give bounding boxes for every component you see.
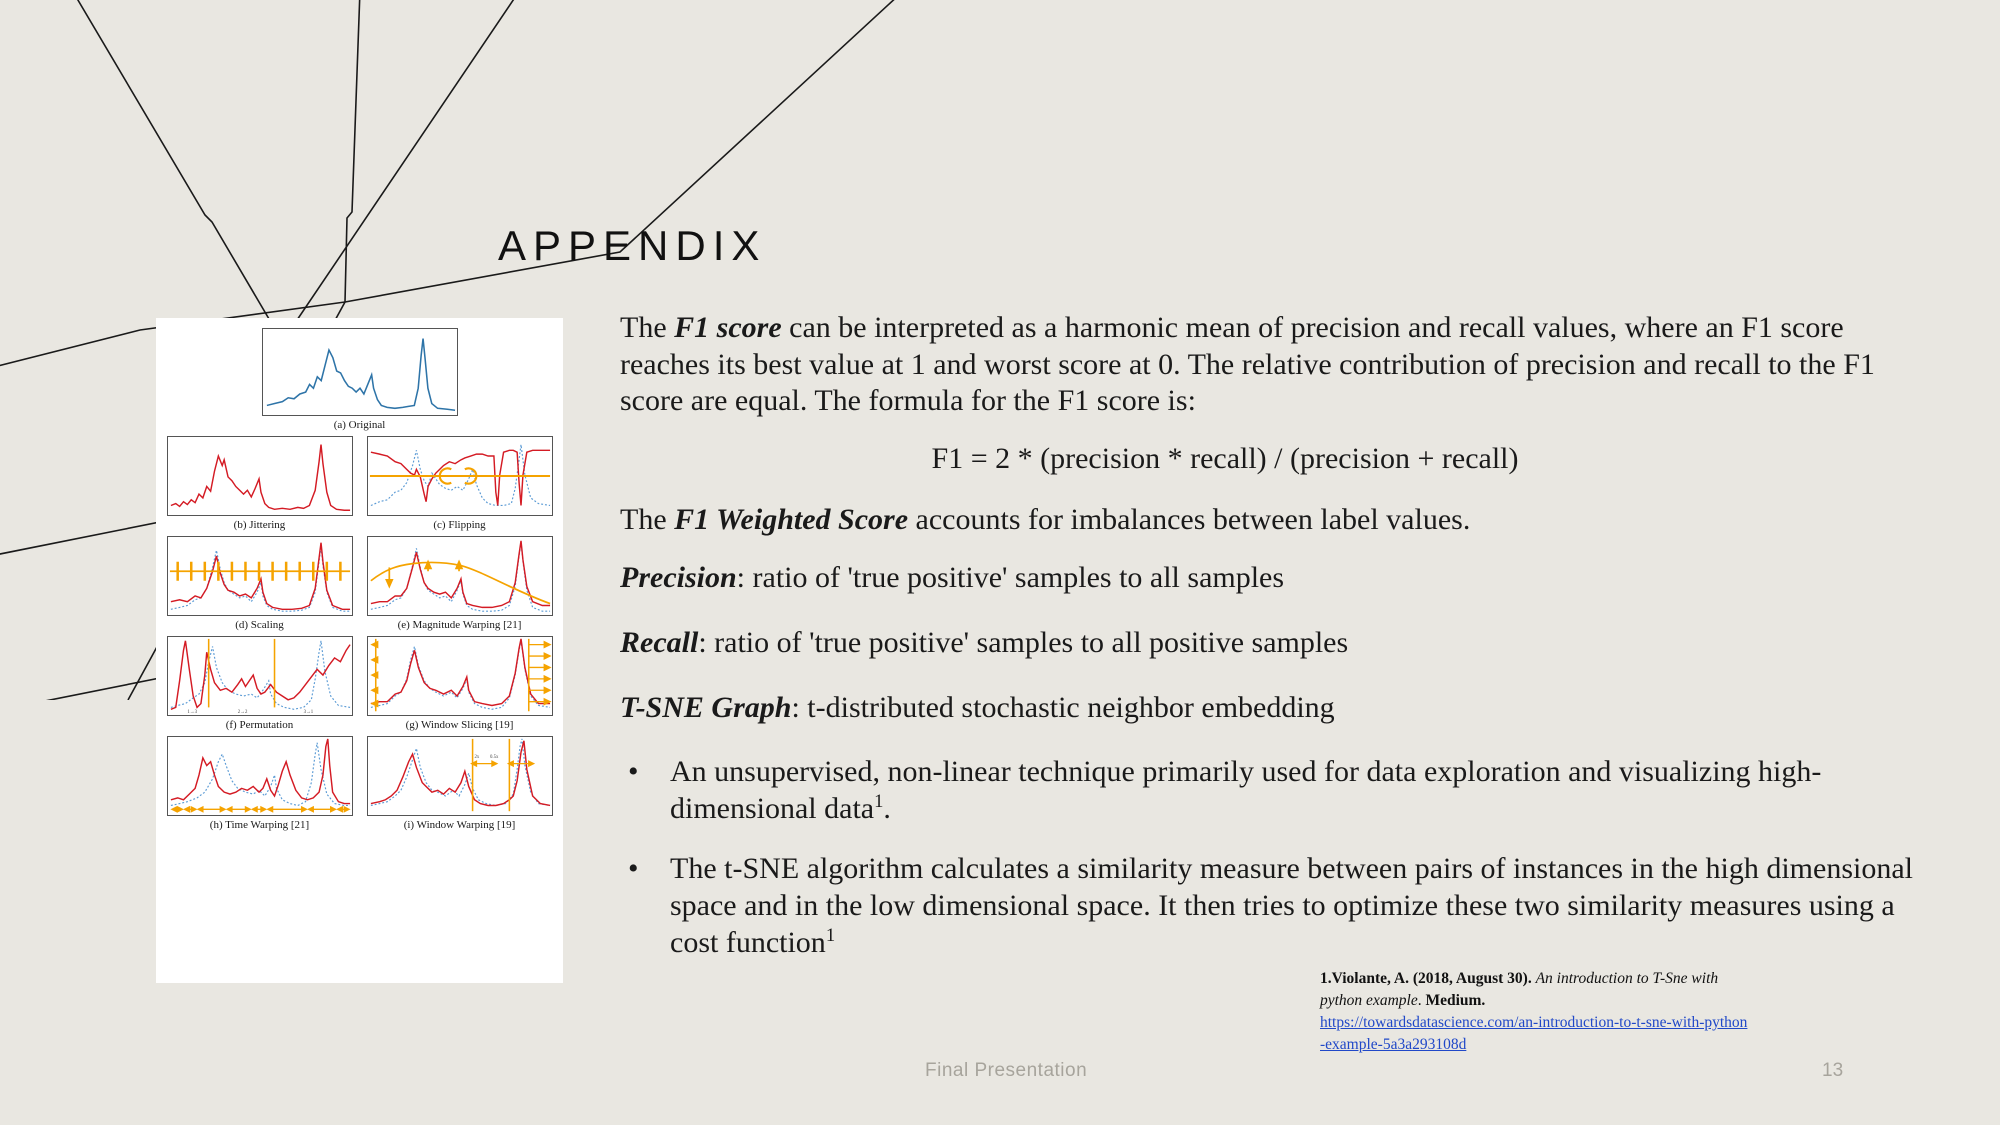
figure-caption: (i) Window Warping [19] xyxy=(403,819,516,831)
figure-cell-time-warping xyxy=(167,736,353,836)
list-item-text: The t-SNE algorithm calculates a similarity measure between pairs of instances in the high dimensional space and in the low dimensional space. It then tries to optimize these two similarity measures using a cost function xyxy=(670,852,1913,959)
permutation-label-1: 1→3 xyxy=(186,710,197,715)
list-item-tail: . xyxy=(883,791,891,825)
figure-caption: (f) Permutation xyxy=(225,719,294,731)
paragraph-f1-pre: The xyxy=(620,311,675,344)
figure-caption: (g) Window Slicing [19] xyxy=(405,719,514,731)
citation-publisher: Medium. xyxy=(1425,992,1486,1009)
citation-link[interactable]: https://towardsdatascience.com/an-introduction-to-t-sne-with-python-example-5a3a293108d xyxy=(1320,1014,1748,1053)
figure-cell-flipping xyxy=(367,436,553,536)
list-item-text: An unsupervised, non-linear technique primarily used for data exploration and visualizing high-dimensional data xyxy=(670,755,1822,825)
definition-tsne-text: : t-distributed stochastic neighbor embedding xyxy=(791,690,1335,724)
definition-recall xyxy=(620,625,1920,662)
figure-cell-original xyxy=(262,328,458,436)
content-column xyxy=(620,310,1920,985)
citation-author: 1.Violante, A. (2018, August 30). xyxy=(1320,970,1536,987)
plot-window-slicing xyxy=(367,636,553,716)
window-warping-label-right: 0.5x xyxy=(489,754,498,760)
plot-scaling xyxy=(167,536,353,616)
figure-cell-window-slicing xyxy=(367,636,553,736)
plot-window-warping xyxy=(367,736,553,816)
permutation-label-3: 3→1 xyxy=(303,710,313,715)
term-f1-score: F1 score xyxy=(674,311,782,344)
citation-period: . xyxy=(1417,992,1426,1009)
page-number: 13 xyxy=(1822,1060,1844,1081)
list-item xyxy=(620,851,1920,961)
plot-original xyxy=(262,328,458,416)
figure-caption: (b) Jittering xyxy=(233,519,286,531)
figure-cell-magnitude-warping xyxy=(367,536,553,636)
term-recall: Recall xyxy=(620,625,699,659)
citation-title: An introduction to T-Sne with python example xyxy=(1320,970,1719,1009)
permutation-label-2: 2→2 xyxy=(237,710,247,715)
figure-row xyxy=(156,736,563,836)
definition-tsne xyxy=(620,690,1920,727)
footnote-ref: 1 xyxy=(825,924,836,946)
figure-row xyxy=(156,536,563,636)
f1-formula: F1 = 2 * (precision * recall) / (precision + recall) xyxy=(931,441,1519,475)
figure-cell-scaling xyxy=(167,536,353,636)
figure-caption: (e) Magnitude Warping [21] xyxy=(397,619,522,631)
bullet-marker-icon: • xyxy=(628,852,639,886)
list-item xyxy=(620,754,1920,827)
tsne-bullet-list xyxy=(620,754,1920,961)
figure-row xyxy=(156,328,563,436)
footnote-ref: 1 xyxy=(874,790,884,812)
figure-caption: (h) Time Warping [21] xyxy=(209,819,310,831)
window-warping-label-left: 2x xyxy=(474,754,479,760)
figure-row xyxy=(156,636,563,736)
figure-row xyxy=(156,436,563,536)
figure-cell-window-warping xyxy=(367,736,553,836)
footer-label: Final Presentation xyxy=(925,1060,1088,1081)
figure-caption: (a) Original xyxy=(333,419,386,431)
paragraph-f1w-post: accounts for imbalances between label values. xyxy=(908,502,1471,536)
plot-magnitude-warping xyxy=(367,536,553,616)
citation-block xyxy=(1320,968,1750,1056)
figure-cell-jittering xyxy=(167,436,353,536)
paragraph-f1-weighted xyxy=(620,502,1920,539)
definition-precision-text: : ratio of 'true positive' samples to all samples xyxy=(736,561,1285,595)
plot-jittering xyxy=(167,436,353,516)
figure-caption: (c) Flipping xyxy=(433,519,486,531)
definition-precision xyxy=(620,560,1920,597)
page-title: APPENDIX xyxy=(498,222,767,269)
paragraph-f1-post: can be interpreted as a harmonic mean of precision and recall values, where an F1 score reaches its best value at 1 and worst score at 0. The relative contribution of precision and recall to the F1 score are equal. The formula for the F1 score is: xyxy=(620,311,1875,418)
plot-permutation xyxy=(167,636,353,716)
paragraph-f1-score xyxy=(620,310,1920,420)
bullet-marker-icon: • xyxy=(628,755,639,789)
definition-recall-text: : ratio of 'true positive' samples to all positive samples xyxy=(698,625,1349,659)
figure-cell-permutation xyxy=(167,636,353,736)
term-precision: Precision xyxy=(620,561,737,595)
term-tsne-graph: T-SNE Graph xyxy=(620,690,792,724)
plot-flipping xyxy=(367,436,553,516)
paragraph-f1w-pre: The xyxy=(620,502,675,536)
data-augmentation-figure xyxy=(156,318,563,983)
figure-caption: (d) Scaling xyxy=(235,619,284,631)
term-f1-weighted-score: F1 Weighted Score xyxy=(674,502,909,536)
plot-time-warping xyxy=(167,736,353,816)
